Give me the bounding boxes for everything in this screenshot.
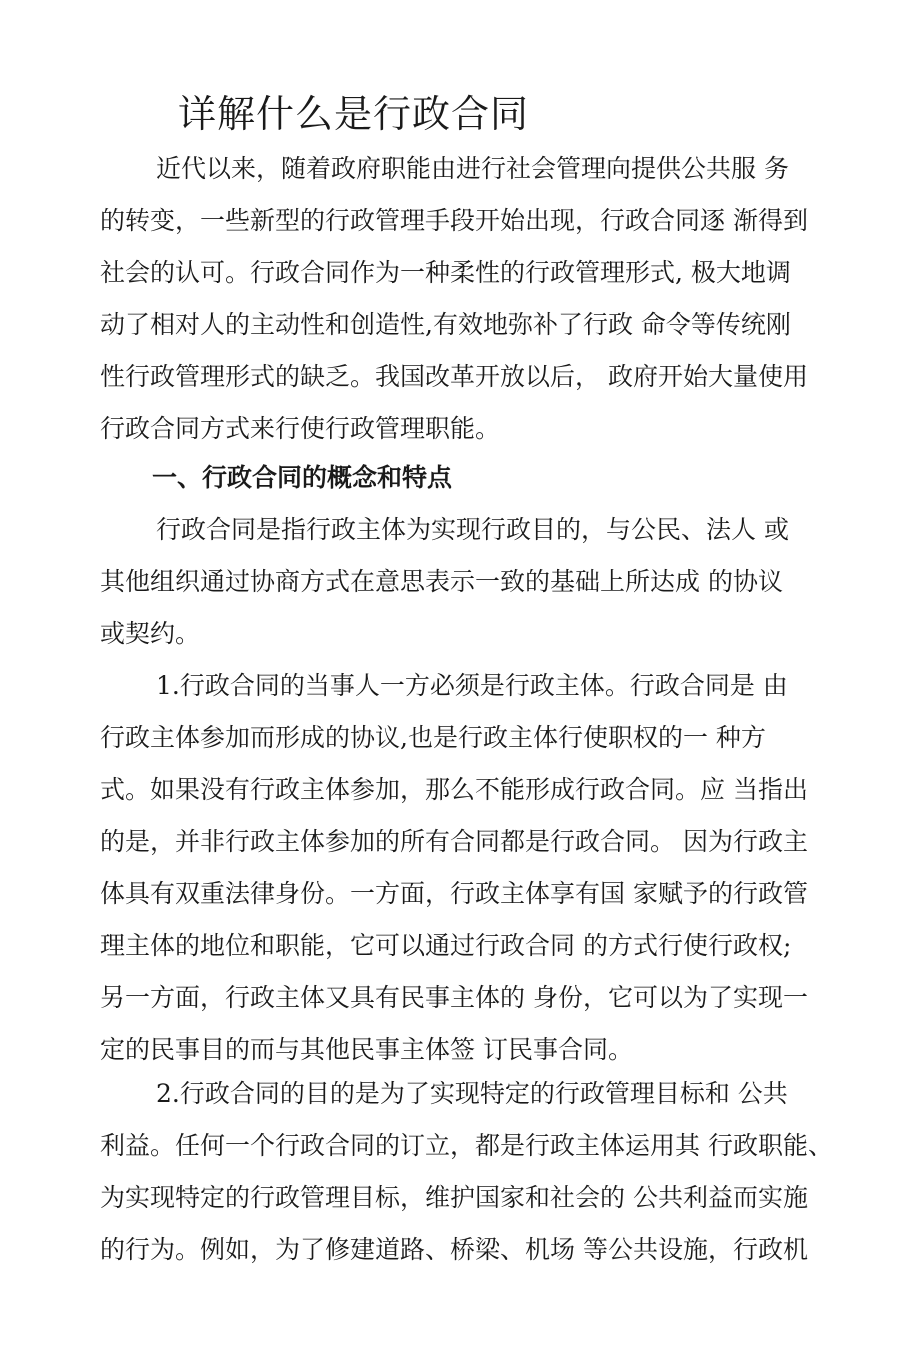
text-line: 1.行政合同的当事人一方必须是行政主体。行政合同是 由 <box>156 671 788 700</box>
text-line: 的是，并非行政主体参加的所有合同都是行政合同。 因为行政主 <box>100 827 808 856</box>
text-line: 体具有双重法律身份。一方面，行政主体享有国 家赋予的行政管 <box>100 879 808 908</box>
paragraph-intro <box>100 143 835 455</box>
text-line: 的转变，一些新型的行政管理手段开始出现，行政合同逐 渐得到 <box>100 206 808 235</box>
text-line: 性行政管理形式的缺乏。我国改革开放以后， 政府开始大量使用 <box>100 362 808 391</box>
paragraph-point-2 <box>100 1068 835 1276</box>
text-line: 的行为。例如，为了修建道路、桥梁、机场 等公共设施，行政机 <box>100 1235 808 1264</box>
text-line: 社会的认可。行政合同作为一种柔性的行政管理形式, 极大地调 <box>100 258 791 287</box>
text-line: 另一方面，行政主体又具有民事主体的 身份，它可以为了实现一 <box>100 983 808 1012</box>
text-line: 或契约。 <box>100 619 201 648</box>
text-line: 2.行政合同的目的是为了实现特定的行政管理目标和 公共 <box>156 1079 788 1108</box>
paragraph-definition <box>100 504 835 660</box>
text-line: 行政主体参加而形成的协议,也是行政主体行使职权的一 种方 <box>100 723 766 752</box>
text-line: 利益。任何一个行政合同的订立，都是行政主体运用其 行政职能、 <box>100 1131 833 1160</box>
text-line: 理主体的地位和职能，它可以通过行政合同 的方式行使行政权; <box>100 931 792 960</box>
text-line: 其他组织通过协商方式在意思表示一致的基础上所达成 的协议 <box>100 567 783 596</box>
document-title: 详解什么是行政合同 <box>178 92 530 136</box>
text-line: 式。如果没有行政主体参加，那么不能形成行政合同。应 当指出 <box>100 775 808 804</box>
text-line: 为实现特定的行政管理目标，维护国家和社会的 公共利益而实施 <box>100 1183 808 1212</box>
text-line: 动了相对人的主动性和创造性,有效地弥补了行政 命令等传统刚 <box>100 310 791 339</box>
text-line: 定的民事目的而与其他民事主体签 订民事合同。 <box>100 1035 633 1064</box>
text-line: 近代以来，随着政府职能由进行社会管理向提供公共服 务 <box>156 154 789 183</box>
text-line: 行政合同方式来行使行政管理职能。 <box>100 414 501 443</box>
text-line: 行政合同是指行政主体为实现行政目的，与公民、法人 或 <box>156 515 789 544</box>
section-heading: 一、行政合同的概念和特点 <box>152 463 453 492</box>
paragraph-point-1 <box>100 660 835 1076</box>
